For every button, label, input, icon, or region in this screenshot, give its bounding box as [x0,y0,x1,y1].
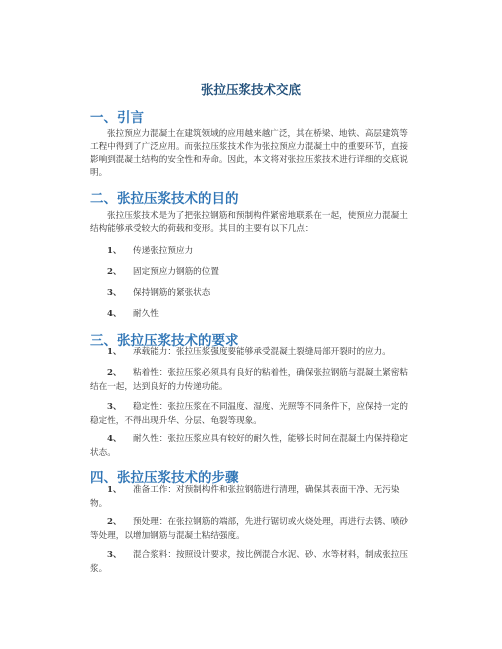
section-heading-requirements: 三、张拉压浆技术的要求 [90,333,239,349]
item-text: 准备工作：对预制构件和张拉钢筋进行清理，确保其表面干净、无污染物。 [90,485,400,509]
purpose-item [107,245,412,258]
item-text: 粘着性：张拉压浆必须具有良好的粘着性，确保张拉钢筋与混凝土紧密粘结在一起，达到良好的力传递功能。 [90,368,409,392]
step-item [90,484,412,511]
item-number: 1、 [107,485,122,495]
item-text: 耐久性 [133,309,159,319]
item-text: 耐久性：张拉压浆应具有较好的耐久性，能够长时间在混凝土内保持稳定状态。 [90,434,409,458]
item-number: 2、 [107,517,122,527]
purpose-item [107,308,412,321]
item-text: 稳定性：张拉压浆在不同温度、湿度、光照等不同条件下，应保持一定的稳定性，不得出现升华、分层、龟裂等现象。 [90,402,409,426]
item-number: 4、 [107,434,122,444]
item-text: 承载能力：张拉压浆强度要能够承受混凝土裂缝局部开裂时的应力。 [133,347,391,357]
section-heading-purpose: 二、张拉压浆技术的目的 [90,191,239,207]
item-number: 1、 [107,347,122,357]
document-title: 张拉压浆技术交底 [200,82,301,97]
item-number: 2、 [107,368,122,378]
requirement-item [90,401,412,428]
item-text: 保持钢筋的紧张状态 [133,288,211,298]
step-item [90,516,412,543]
requirement-item [90,367,412,394]
section-heading-intro: 一、引言 [90,110,144,126]
item-text: 固定预应力钢筋的位置 [133,267,219,277]
item-text: 预处理：在张拉钢筋的端部，先进行锯切或火烧处理，再进行去锈、喷砂等处理，以增加钢筋与混凝土粘结强度。 [90,517,409,541]
purpose-item [107,266,412,279]
purpose-item [107,287,412,300]
item-number: 3、 [107,402,122,412]
section-heading-steps: 四、张拉压浆技术的步骤 [90,470,239,486]
item-number: 3、 [107,550,122,560]
item-number: 4、 [107,309,122,319]
item-text: 传递张拉预应力 [133,246,194,256]
requirement-item [90,433,412,460]
intro-paragraph: 张拉预应力混凝土在建筑领域的应用越来越广泛，其在桥梁、地铁、高层建筑等工程中得到了广泛应用。而张拉压浆技术作为张拉预应力混凝土中的重要环节，直接影响到混凝土结构的安全性和寿命。因此，本文将对张拉压浆技术进行详细的交底说明。 [90,129,408,178]
item-number: 3、 [107,288,122,298]
item-text: 混合浆料：按照设计要求，按比例混合水泥、砂、水等材料，制成张拉压浆。 [90,550,409,574]
requirement-item [90,346,412,360]
item-number: 1、 [107,246,122,256]
purpose-paragraph: 张拉压浆技术是为了把张拉钢筋和预制构件紧密地联系在一起，使预应力混凝土结构能够承受较大的荷载和变形。其目的主要有以下几点： [90,211,408,234]
step-item [90,549,412,576]
item-number: 2、 [107,267,122,277]
